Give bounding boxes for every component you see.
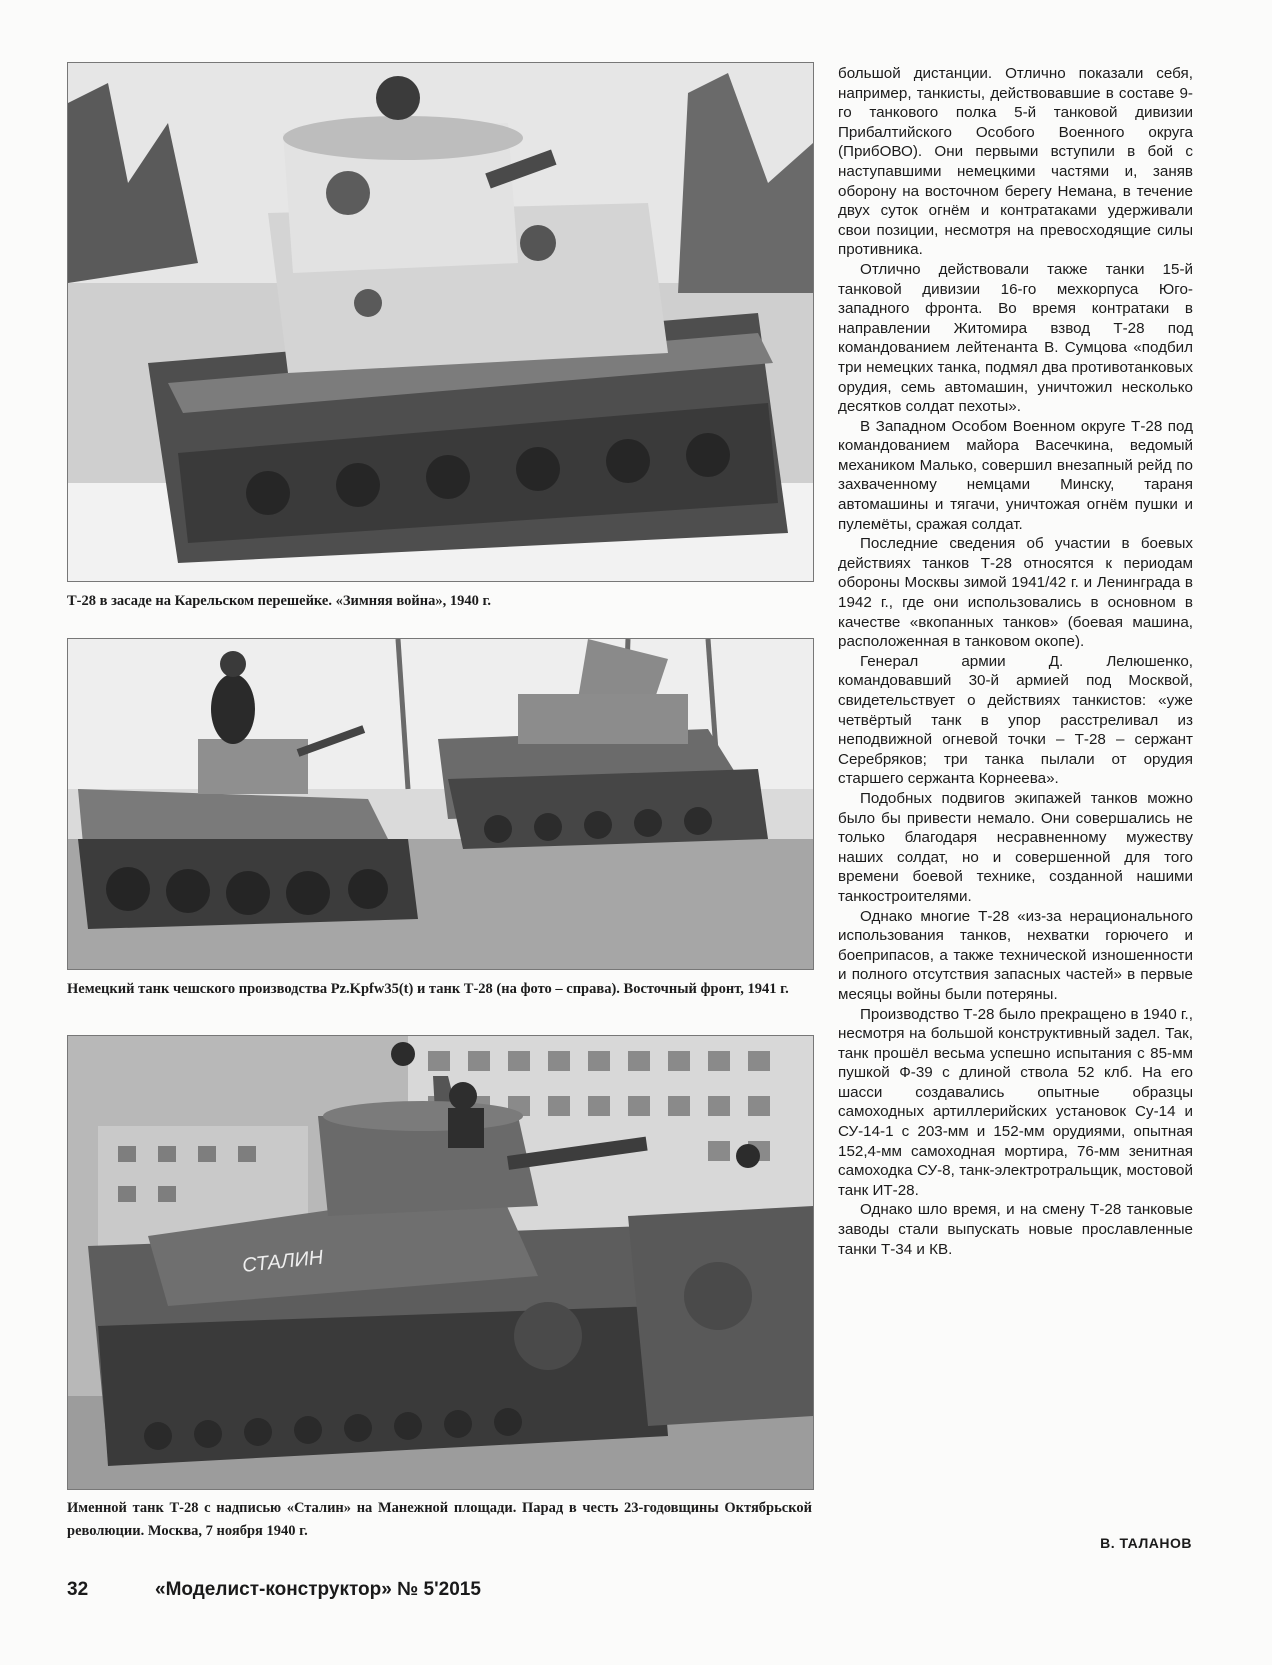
article-paragraph: Отлично действовали также танки 15-й танковой дивизии 16-го мехкорпуса Юго-западного фронта. Во время контратаки в направлении Житомира взвод Т-28 под командованием лейтенанта В. Сумцова «подбил три немецких танка, подмял два противотанковых орудия, семь автомашин, уничтожил несколько десятков солдат пехоты». [838,260,1194,416]
tank-inscription: СТАЛИН [241,1246,325,1277]
page-footer [67,1579,481,1601]
article-author: В. ТАЛАНОВ [1100,1535,1192,1551]
photo-pzkpfw35t-and-t28-image [68,639,813,969]
article-paragraph: Последние сведения об участии в боевых действиях танков Т-28 относятся к периодам обороны Москвы зимой 1941/42 г. и Ленинграда в 1942 г., где они использовались в основном в качестве «вкопанных танков» (боевая машина, расположенная в танковом окопе). [838,535,1193,651]
photo-t28-stalin-parade-image [68,1036,813,1489]
photo-pzkpfw35t-and-t28 [67,638,814,970]
article-paragraph: Подобных подвигов экипажей танков можно было бы привести немало. Они совершались не только благодаря несравненному мужеству наших солдат, но и совершенной для того времени боевой технике, созданной нашими танкостроителями. [838,789,1193,905]
article-paragraph: Генерал армии Д. Лелюшенко, командовавший 30-й армией под Москвой, свидетельствует о действиях танкистов: «уже четвёртый танк в упор расстреливал из неподвижной огневой точки – Т-28 – сержант Серебряков; три танка пылали от орудия старшего сержанта Корнеева». [838,652,1193,788]
article-text [838,64,1193,1259]
article-paragraph: Однако шло время, и на смену Т-28 танковые заводы стали выпускать новые прославленные танки Т-34 и КВ. [838,1201,1193,1258]
magazine-title: «Моделист-конструктор» № 5'2015 [155,1579,481,1600]
article-paragraph: большой дистанции. Отлично показали себя, например, танкисты, действовавшие в составе 9-го танкового полка 5-й танковой дивизии Прибалтийского Особого Военного округа (ПрибОВО). Они первыми вступили в бой с наступавшими немецкими частями и, заняв оборону на восточном берегу Немана, в течение двух суток огнём и контратаками удерживали свои позиции, несмотря на превосходящие силы противника. [838,65,1193,259]
article-paragraph: Однако многие Т-28 «из-за нерационального использования танков, нехватки горючего и боеприпасов, а также технической изношенности и полного отсутствия запасных частей» в первые месяцы войны были потеряны. [838,907,1193,1003]
photo-caption: Т-28 в засаде на Карельском перешейке. «Зимняя война», 1940 г. [67,593,492,609]
photo-caption: Именной танк Т-28 с надписью «Сталин» на Манежной площади. Парад в честь 23-годовщины Октябрьской революции. Москва, 7 ноября 1940 г. [67,1500,812,1539]
photo-caption: Немецкий танк чешского производства Pz.Kpfw35(t) и танк Т-28 (на фото – справа). Восточный фронт, 1941 г. [67,981,789,997]
article-paragraph: В Западном Особом Военном округе Т-28 под командованием майора Васечкина, ведомый механиком Малько, совершил внезапный рейд по захваченному немцами Минску, тараня автомашины и тягачи, уничтожая огнём пушки и пулемёты, сражая солдат. [838,417,1193,533]
photo-t28-winter-image [68,63,813,581]
article-paragraph: Производство Т-28 было прекращено в 1940 г., несмотря на большой конструктивный задел. Так, танк прошёл весьма успешно испытания с 85-мм пушкой Ф-39 с длиной ствола 52 клб. На его шасси создавались опытные образцы самоходных артиллерийских установок Су-14 и СУ-14-1 с 203-мм и 152-мм орудиями, опытная 152,4-мм самоходная мортира, 76-мм зенитная самоходка СУ-8, танк-электротральщик, мостовой танк ИТ-28. [838,1005,1193,1199]
photo-t28-stalin-parade [67,1035,814,1490]
photo-t28-winter [67,62,814,582]
page-number: 32 [67,1579,89,1600]
